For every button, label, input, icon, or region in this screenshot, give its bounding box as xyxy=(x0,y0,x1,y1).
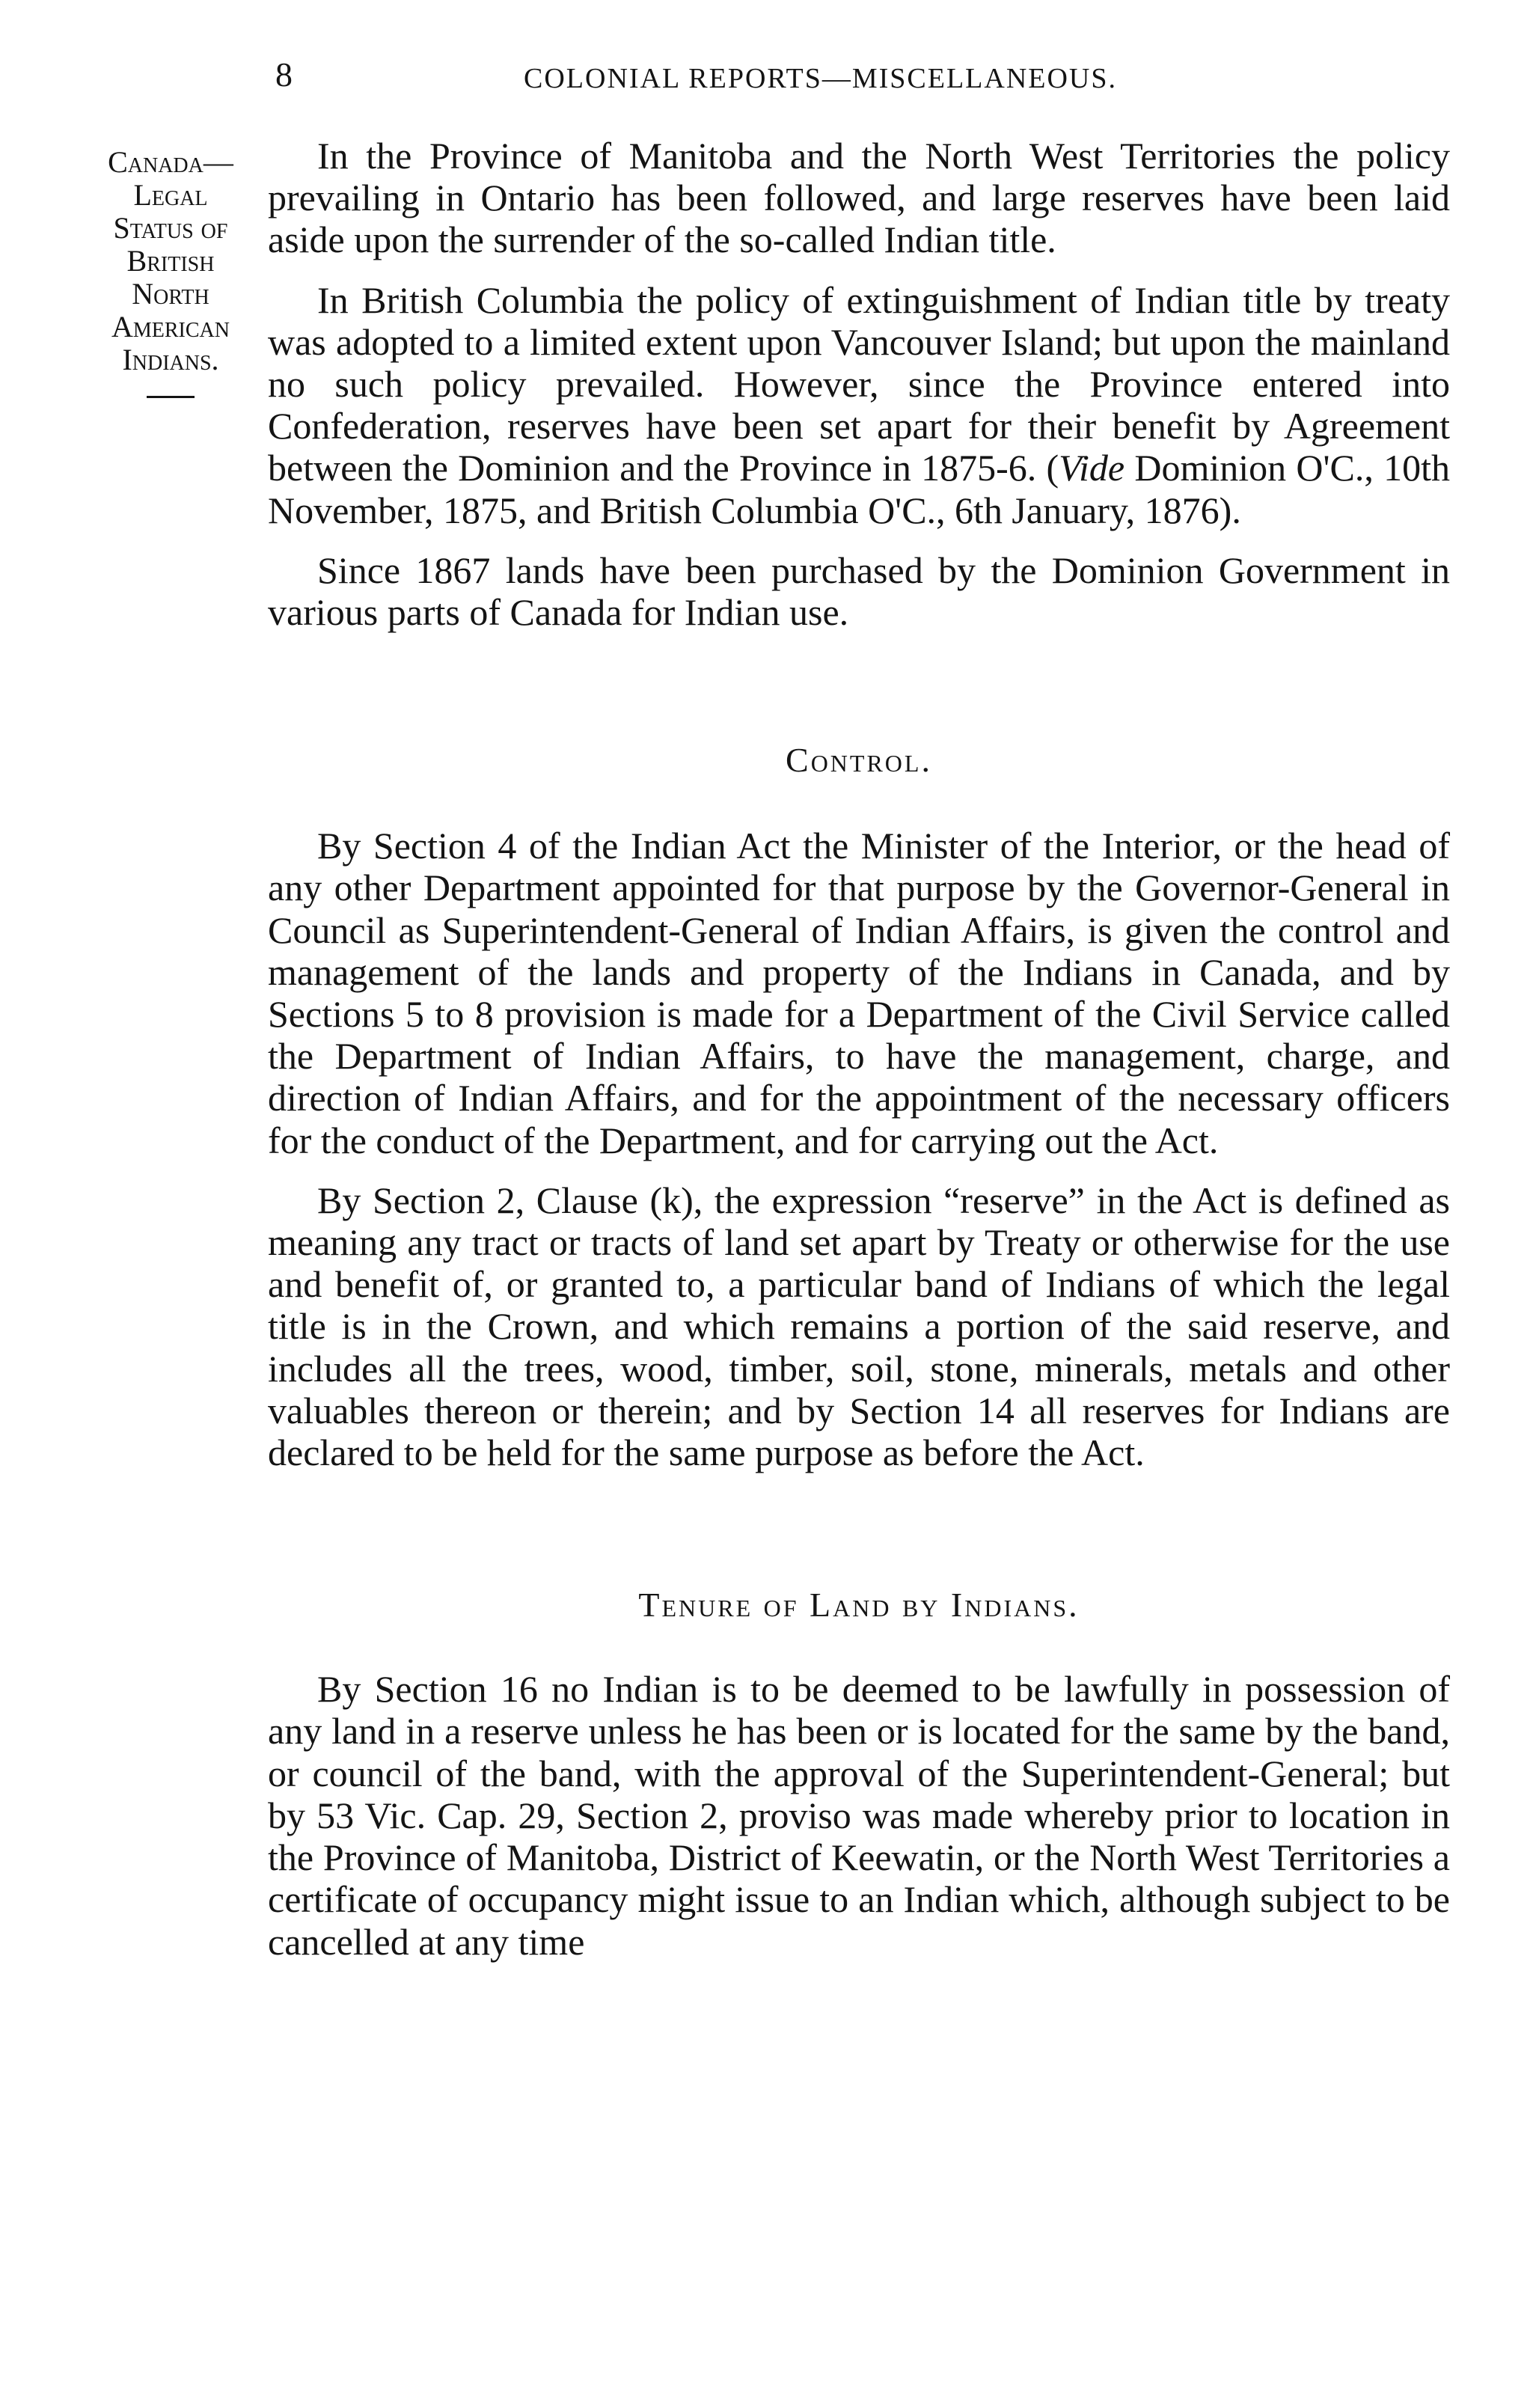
paragraph-british-columbia xyxy=(268,279,1450,531)
margin-note xyxy=(66,146,275,398)
margin-note-line: Canada— xyxy=(108,145,233,179)
margin-note-line: British xyxy=(126,244,215,278)
paragraph-manitoba: In the Province of Manitoba and the North West Territories the policy prevailing in Ontario has been followed, and large reserves have been laid aside upon the surrender of the so-called Indian title. xyxy=(268,135,1450,261)
margin-note-line: Indians. xyxy=(122,343,219,376)
paragraph-text: Dominion O'C., 10th November, 1875, and British Columbia O'C., 6th January, 1876). xyxy=(268,447,1450,531)
paragraph-purchases: Since 1867 lands have been purchased by the Dominion Government in various parts of Canada for Indian use. xyxy=(268,548,1450,634)
paragraph-section-16: By Section 16 no Indian is to be deemed to be lawfully in possession of any land in a reserve unless he has been or is located for the same by the band, or council of the band, with the approval of the Superintendent-General; but by 53 Vic. Cap. 29, Section 2, proviso was made whereby prior to location in the Province of Manitoba, District of Keewatin, or the North West Territories a certificate of occupancy might issue to an Indian which, although subject to be cancelled at any time xyxy=(268,1668,1450,1963)
paragraph-section-4: By Section 4 of the Indian Act the Minister of the Interior, or the head of any other Department appointed for that purpose by the Governor-General in Council as Superintendent-General of Indian Affairs, is given the control and management of the lands and property of the Indians in Canada, and by Sections 5 to 8 provision is made for a Department of the Civil Service called the Department of Indian Affairs, to have the management, charge, and direction of Indian Affairs, and for the appointment of the necessary officers for the conduct of the Department, and for carrying out the Act. xyxy=(268,825,1450,1161)
paragraph-text: In British Columbia the policy of extinguishment of Indian title by treaty was adopted to a limited extent upon Vancouver Island; but upon the mainland no such policy prevailed. However, since the Province entered into Confederation, reserves have been set apart for their benefit by Agreement between the Dominion and the Province in 1875-6. ( xyxy=(268,278,1450,489)
margin-note-line: Status of xyxy=(113,211,228,245)
margin-note-line: North xyxy=(132,277,209,311)
page-number: 8 xyxy=(275,55,293,94)
body-text xyxy=(268,135,1450,1981)
margin-note-line: American xyxy=(111,310,230,343)
margin-note-rule xyxy=(147,396,195,398)
running-head: COLONIAL REPORTS—MISCELLANEOUS. xyxy=(524,63,1117,94)
paragraph-section-2: By Section 2, Clause (k), the expression “reserve” in the Act is defined as meaning any tract or tracts of land set apart by Treaty or otherwise for the use and benefit of, or granted to, a particular band of Indians of which the legal title is in the Crown, and which remains a portion of the said reserve, and includes all the trees, wood, timber, soil, stone, minerals, metals and other valuables thereon or therein; and by Section 14 all reserves for Indians are declared to be held for the same purpose as before the Act. xyxy=(268,1179,1450,1474)
section-heading-tenure: Tenure of Land by Indians. xyxy=(638,1586,1080,1625)
margin-note-line: Legal xyxy=(133,178,208,212)
italic-term: Vide xyxy=(1059,447,1125,489)
section-heading-control: Control. xyxy=(786,741,932,780)
